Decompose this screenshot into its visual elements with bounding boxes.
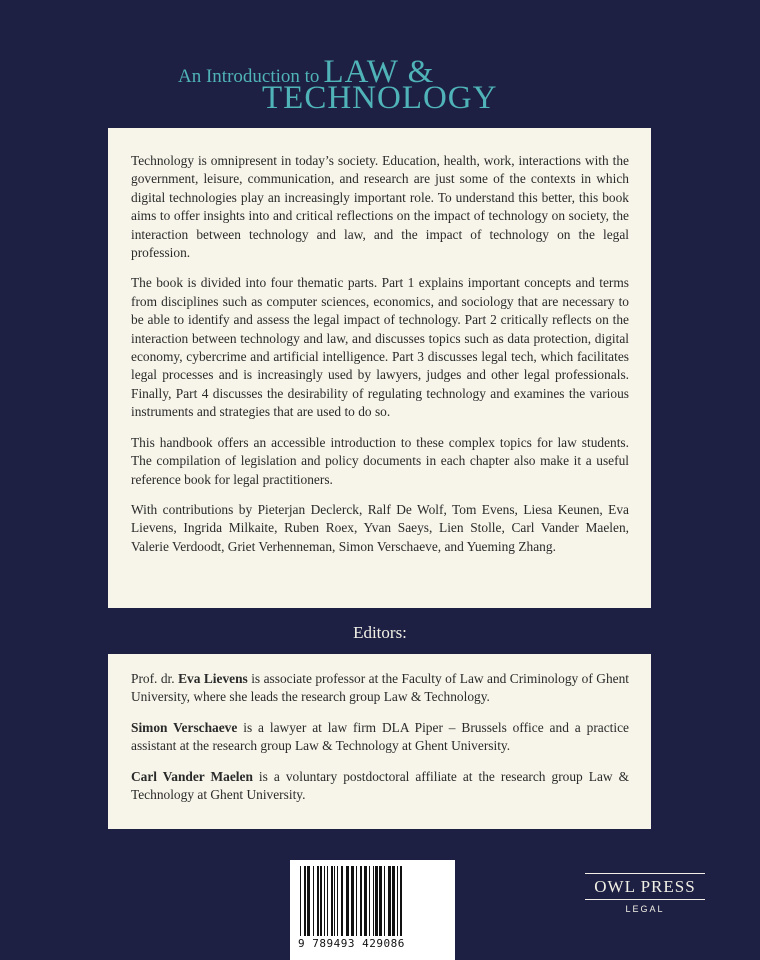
editor-entry xyxy=(131,670,629,707)
barcode-bar xyxy=(375,866,378,936)
description-paragraph-2: The book is divided into four thematic parts. Part 1 explains important concepts and terms from disciplines such as computer sciences, economics, and sociology that are necessary to be able to identify and assess the legal impact of technology. Part 2 critically reflects on the interaction between technology and law, and discusses topics such as data protection, digital economy, cybercrime and artificial intelligence. Part 3 discusses legal tech, which facilitates legal processes and is increasingly used by lawyers, judges and other legal professionals. Finally, Part 4 discusses the desirability of regulating technology and examines the various instruments and strategies that are used to do so. xyxy=(131,275,629,420)
editor-name: Carl Vander Maelen xyxy=(131,768,253,784)
barcode-bar xyxy=(327,866,328,936)
barcode-bar xyxy=(360,866,362,936)
title-prefix: An Introduction to xyxy=(178,66,320,87)
barcode-bar xyxy=(320,866,322,936)
barcode-bar xyxy=(313,866,314,936)
isbn-number: 9 789493 429086 xyxy=(298,937,405,950)
barcode-bar xyxy=(392,866,395,936)
barcode-bar xyxy=(364,866,367,936)
barcode-bar xyxy=(324,866,325,936)
editor-entry xyxy=(131,768,629,805)
barcode-bar xyxy=(331,866,333,936)
barcode-bar xyxy=(341,866,343,936)
barcode-bar xyxy=(379,866,382,936)
publisher-imprint: LEGAL xyxy=(625,904,665,914)
barcode-bar xyxy=(373,866,374,936)
barcode-bar xyxy=(388,866,391,936)
editor-name: Eva Lievens xyxy=(178,671,248,686)
isbn-barcode xyxy=(290,860,455,960)
editor-name: Simon Verschaeve xyxy=(131,719,238,735)
barcode-bar xyxy=(346,866,349,936)
publisher-logo xyxy=(585,873,705,914)
editor-bio: is a lawyer at law firm DLA Piper – Brussels office and a practice assistant at the research group Law & Technology at Ghent University. xyxy=(131,719,629,754)
title-main-2: TECHNOLOGY xyxy=(262,80,498,116)
barcode-bar xyxy=(307,866,310,936)
barcode-bar xyxy=(351,866,354,936)
barcode-bar xyxy=(317,866,319,936)
barcode-bar xyxy=(400,866,402,936)
contributors-paragraph: With contributions by Pieterjan Declerck, Ralf De Wolf, Tom Evens, Liesa Keunen, Eva Lievens, Ingrida Milkaite, Ruben Roex, Yvan Saeys, Lien Stolle, Carl Vander Maelen, Valerie Verdoodt, Griet Verhenneman, Simon Verschaeve, and Yueming Zhang. xyxy=(131,501,629,554)
barcode-bar xyxy=(304,866,306,936)
editors-panel xyxy=(108,654,651,829)
description-paragraph-3: This handbook offers an accessible introduction to these complex topics for law students. The compilation of legislation and policy documents in each chapter also make it a useful reference book for legal practitioners. xyxy=(131,434,629,487)
barcode-bars xyxy=(298,866,447,936)
editors-heading: Editors: xyxy=(353,623,407,642)
title-main-1: LAW & xyxy=(323,54,435,90)
barcode-bar xyxy=(397,866,398,936)
barcode-bar xyxy=(384,866,385,936)
editor-bio: is a voluntary postdoctoral affiliate at the research group Law & Technology at Ghent University. xyxy=(131,768,629,803)
editor-bio: is associate professor at the Faculty of Law and Criminology of Ghent University, where she leads the research group Law & Technology. xyxy=(131,671,630,705)
barcode-bar xyxy=(337,866,338,936)
description-paragraph-1: Technology is omnipresent in today’s society. Education, health, work, interactions with the government, leisure, communication, and research are just some of the contexts in which digital technologies play an increasingly important role. To understand this better, this book aims to offer insights into and critical reflections on the impact of technology on society, the interaction between technology and law, and the impact of technology on the legal profession. xyxy=(131,153,629,261)
barcode-bar xyxy=(300,866,301,936)
barcode-bar xyxy=(369,866,370,936)
description-panel xyxy=(108,128,651,608)
publisher-name: OWL PRESS xyxy=(585,873,705,900)
editor-prefix: Prof. dr. xyxy=(131,671,179,686)
editor-entry xyxy=(131,719,629,756)
barcode-bar xyxy=(334,866,335,936)
barcode-bar xyxy=(356,866,357,936)
